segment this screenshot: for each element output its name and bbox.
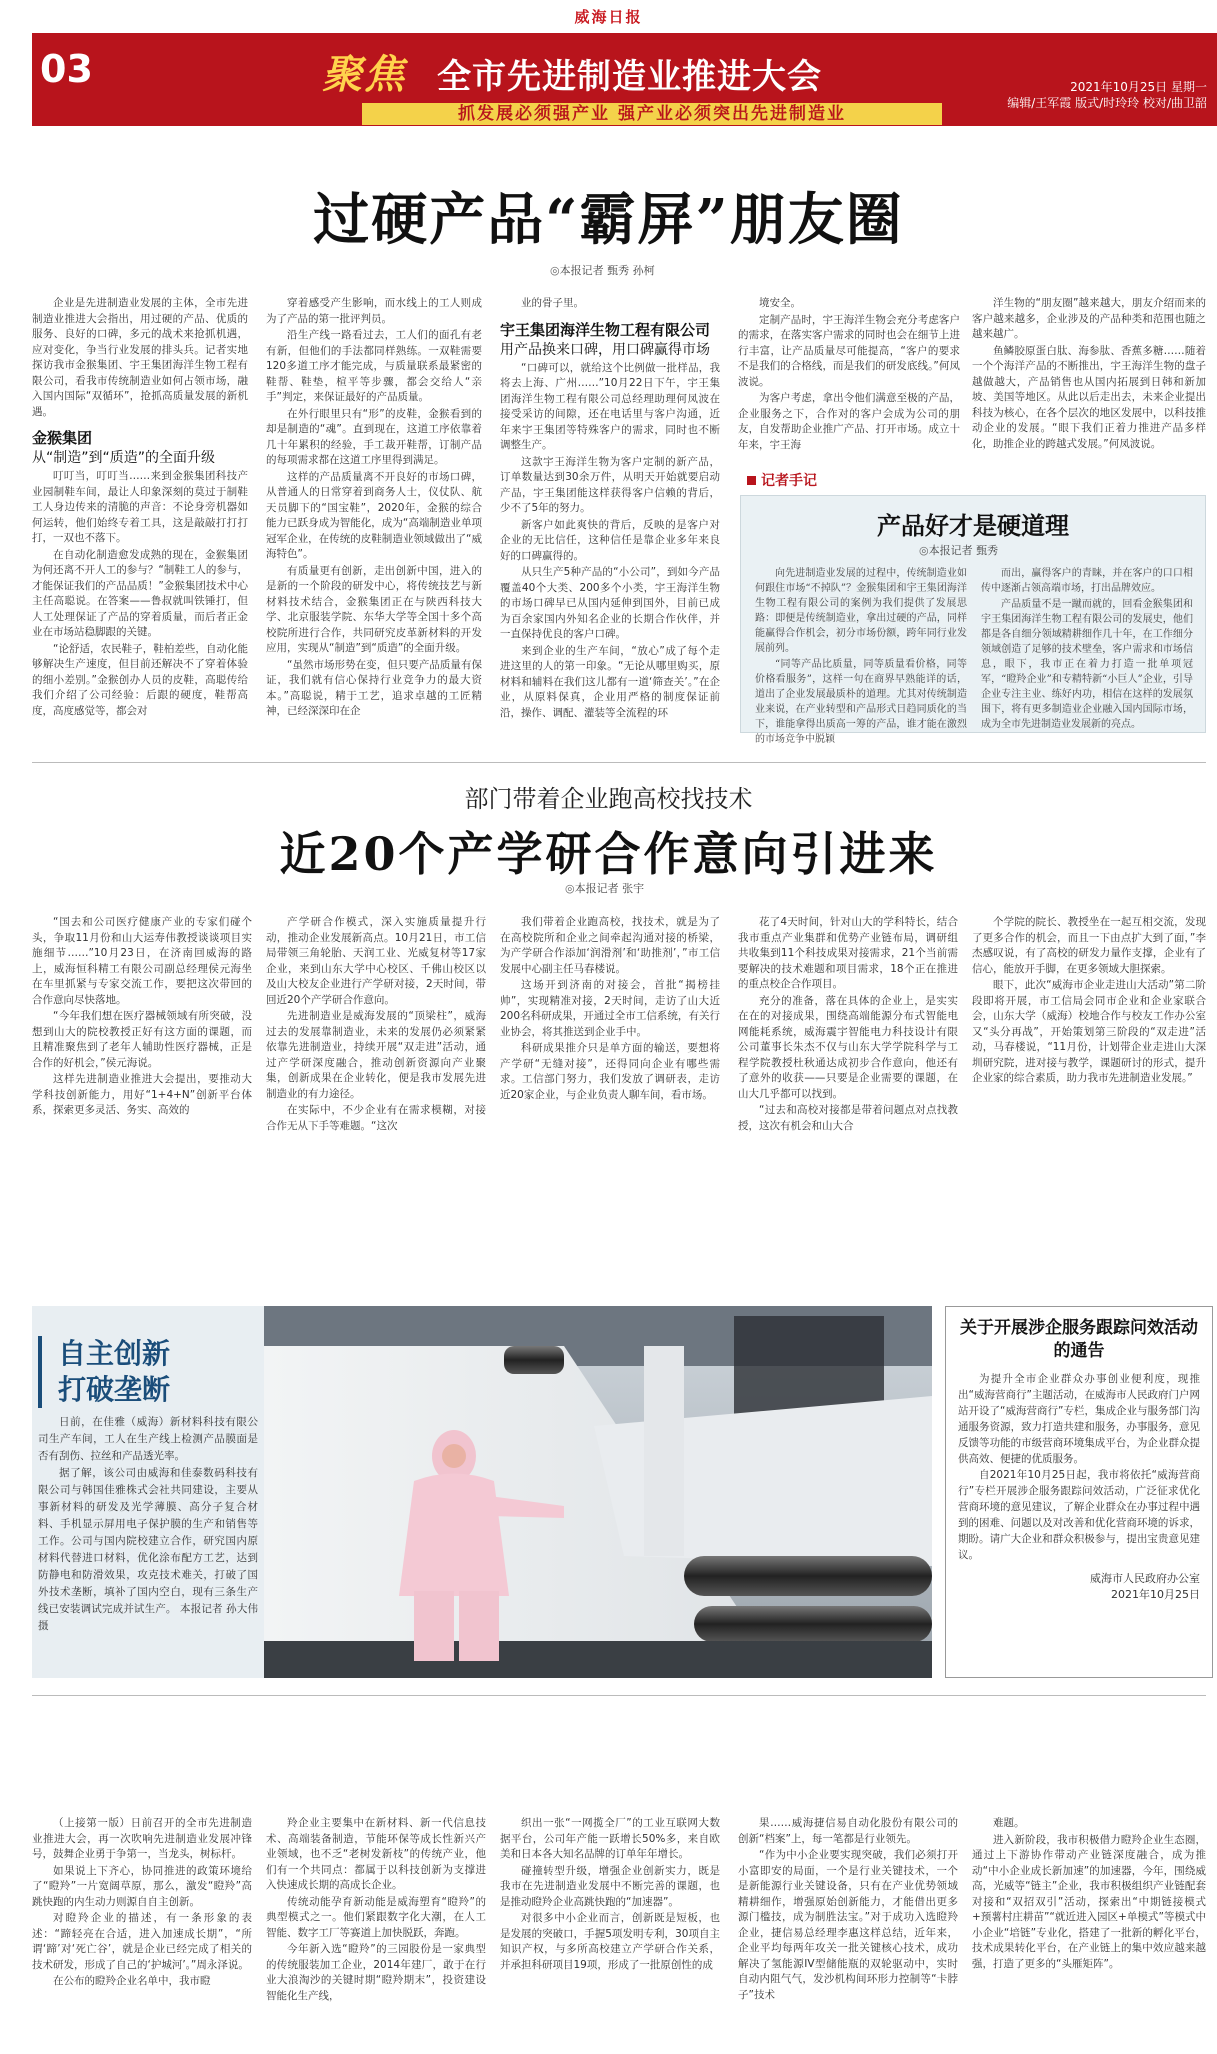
paragraph: 难题。 — [993, 1817, 1025, 1829]
reporter-note-column-1 — [755, 566, 967, 745]
article3-column-2 — [266, 1816, 486, 2048]
factory-photo-illustration — [264, 1306, 932, 1678]
reporter-note-title: 产品好才是硬道理 — [877, 511, 1069, 540]
paragraph: “虽然市场形势在变，但只要产品质量有保证，我们就有信心保持行业竞争力的最大资本。”高聪说，精于工艺，追求卓越的工匠精神，已经深深印在企 — [266, 658, 482, 717]
photo-feature — [32, 1306, 932, 1678]
article1-column-5 — [972, 296, 1206, 486]
subheading: 从“制造”到“质造”的全面升级 — [32, 450, 216, 466]
paragraph: “今年我们想在医疗器械领域有所突破，没想到山大的院校教授正好有这方面的课题，而且精准聚焦到了老年人辅助性医疗器械，正是合作的好机会，”侯元海说。 — [32, 1010, 252, 1069]
article2-column-2 — [266, 915, 486, 1285]
paragraph: 进入新阶段，我市积极借力瞪羚企业生态圈，通过上下游协作带动产业链深度融合，成为推动“中小企业成长新加速”的加速器，今年，围绕威高，光威等“链主”企业，我市积极组织产业链配套对接和“双招双引”活动，探索出“中期链接模式+预薯村庄耕苗”“就近进入园区+单模式”等模式中小企业“培链”专业化，搭建了一批新的孵化平台，技术成果转化平台，在产业链上的集中效应越来越强，打造了更多的“头雁矩阵”。 — [972, 1833, 1206, 1970]
paragraph: 果……威海捷信易自动化股份有限公司的创新“档案”上，每一笔都是行业领先。 — [738, 1817, 958, 1845]
paragraph: （上接第一版）日前召开的全市先进制造业推进大会，再一次吹响先进制造业发展冲锋号，鼓舞企业勇于争第一，当龙头，树标杆。 — [32, 1817, 252, 1860]
paragraph: 向先进制造业发展的过程中，传统制造业如何跟住市场“不掉队”？金猴集团和宇王集团海洋生物工程有限公司的案例为我们提供了发展思路：即便是传统制造业，拿出过硬的产品，同样能赢得合作机会，初分市场份额，跨年同行业发展前列。 — [755, 568, 967, 654]
paragraph: 洋生物的“朋友圈”越来越大，朋友介绍而来的客户越来越多，企业涉及的产品种类和范围也随之越来越广。 — [972, 297, 1206, 340]
article3-column-1 — [32, 1816, 252, 2048]
paragraph: 科研成果推介只是单方面的输送，要想将产学研“无缝对接”，还得同向企业有哪些需求。工信部门努力，我们发放了调研表，走访近20家企业，与企业负责人聊车间，看市场。 — [500, 1042, 720, 1101]
paragraph: 在公布的瞪羚企业名单中，我市瞪 — [53, 1975, 211, 1987]
photo-caption — [38, 1336, 258, 1672]
paragraph: 我们带着企业跑高校，找技术，就是为了在高校院所和企业之间牵起沟通对接的桥梁，为产学研合作添加‘润滑剂’和‘助推剂’，”市工信发展中心副主任马春楼说。 — [500, 916, 720, 975]
reporter-note-column-2 — [981, 566, 1193, 730]
paragraph: “作为中小企业要实现突破，我们必须打开小富即安的局面，一个是行业关键技术，一个是新能源行业关键设备，只有在产业优势领域精耕细作，增强原始创新能力，才能借出更多源门槛技，成为制胜法宝。”对于成功入选瞪羚企业，捷信易总经理李惠这样总结，近年来，企业平均每两年攻关一批关键核心技术，成功解决了氢能源IV型储能瓶的双轮驱动中，实时自动内阻气气，发沙机构间环形力控制等“卡脖子”技术 — [738, 1849, 958, 2001]
article3-column-4 — [738, 1816, 958, 2048]
article3-column-3 — [500, 1816, 720, 2048]
paragraph: 而出，赢得客户的青睐，并在客户的口口相传中逐渐占领高端市场，打出品牌效应。 — [981, 568, 1193, 594]
paragraph: 这样先进制造业推进大会提出，要推动大学科技创新能力，用好“1+4+N”创新平台体系，探索更多灵活、务实、高效的 — [32, 1073, 252, 1116]
article2-column-5 — [972, 915, 1206, 1285]
paragraph: “口碑可以，就给这个比例做一批样品，我将去上海、广州……”10月22日下午，宇王集团海洋生物工程有限公司总经理助理何凤波在接受采访的间隙，还在电话里与客户沟通，近年来宇王集团等特殊客户的需求，同时也不断调整生产。 — [500, 361, 720, 451]
page-number: 03 — [40, 47, 93, 91]
paragraph: 境安全。 — [759, 297, 801, 309]
article2-kicker: 部门带着企业跑高校找技术 — [464, 785, 753, 813]
paragraph: 在外行眼里只有“形”的皮鞋，金猴看到的却是制造的“魂”。直到现在，这道工序依靠着几十年累积的经验，手工裁开鞋帮，订制产品的每项需求都在这道工序里得到满足。 — [266, 407, 482, 466]
paragraph: 企业是先进制造业发展的主体，全市先进制造业推进大会指出，用过硬的产品、优质的服务、良好的口碑，多元的战术来抢抓机遇，应对变化，争当行业发展的排头兵。记者实地探访我市金猴集团、宇王集团海洋生物工程有限公司，看我市传统制造业如何占领市场，融入国内国际“双循环”，抢抓高质量发展的新机遇。 — [32, 297, 248, 418]
reporter-note-tag: 记者手记 — [747, 470, 817, 490]
article2-byline: ◎ 本报记者 张宇 — [565, 880, 644, 896]
paragraph: 新客户如此爽快的背后，反映的是客户对企业的无比信任，这种信任是靠企业多年来良好的口碑赢得的。 — [500, 518, 720, 562]
paragraph: 传统动能孕育新动能是威海塑育“瞪羚”的典型模式之一。他们紧跟数字化大潮，在人工智能、数字工厂等赛道上加快脱跃，奔跑。 — [266, 1895, 486, 1939]
section-divider — [32, 1695, 1206, 1696]
article2-column-3 — [500, 915, 720, 1285]
factory-photo — [264, 1306, 932, 1678]
notice-body — [958, 1371, 1200, 1563]
paragraph: 织出一张“一网揽全厂”的工业互联网大数据平台，公司年产能一跃增长50%多，来自欧美和日本各大知名品牌的订单年年增长。 — [500, 1817, 720, 1860]
article3-column-5 — [972, 1816, 1206, 2048]
paragraph: 自2021年10月25日起，我市将依托“威海营商行”专栏开展涉企服务跟踪问效活动，广泛征求优化营商环境的意见建议，了解企业群众在办事过程中遇到的困难、问题以及对改善和优化营商环境的诉求，期盼。请广大企业和群众积极参与，提出宝贵意见建议。 — [958, 1469, 1200, 1561]
notice-signature — [958, 1571, 1200, 1603]
paragraph: 今年新入选“瞪羚”的三园股份是一家典型的传统服装加工企业，2014年建厂，敢于在行业大浪淘沙的关键时期“瞪羚期末”，投资建设智能化生产线， — [266, 1943, 486, 2002]
paragraph: 据了解，该公司由威海和佳泰数码科技有限公司与韩国佳雅株式会社共同建设，主要从事新材料的研发及光学薄膜、高分子复合材料、手机显示屏用电子保护膜的生产和销售等工作。公司与国内院校建立合作，研究国内原材料代替进口材料，优化涂布配方工艺，达到防静电和防滑效果，攻克技术难关，打破了国外技术垄断，填补了国内空白，现有三条生产线已安装调试完成并试生产。 本报记者 孙大伟 摄 — [38, 1467, 258, 1632]
reporter-note-byline: ◎ 本报记者 甄秀 — [919, 542, 998, 558]
article2-headline: 近20个产学研合作意向引进来 — [279, 827, 938, 881]
paragraph: 为提升全市企业群众办事创业便利度，现推出“威海营商行”主题活动，在威海市人民政府门户网站开设了“威海营商行”专栏，集成企业与服务部门沟通服务资源，致力打造共建和服务，办事服务，意见反馈等功能的市级营商环境集成平台，为企业群众提供高效、便捷的优质服务。 — [958, 1373, 1200, 1465]
paragraph: 定制产品时，宇王海洋生物会充分考虑客户的需求，在落实客户需求的同时也会在细节上进行丰富，让产品质量尽可能提高，“客户的要求不是我们的合格线，而是我们的研发底线。”何凤波说。 — [738, 313, 960, 388]
section-divider — [32, 762, 1206, 763]
article1-column-2 — [266, 296, 482, 760]
section-slogan: 抓发展必须强产业 强产业必须突出先进制造业 — [362, 103, 942, 125]
paragraph: 沿生产线一路看过去，工人们的面孔有老有新，但他们的手法都同样熟练。一双鞋需要120多道工序才能完成，与质量联系最紧密的鞋帮、鞋垫，楦平等步骤，都会交给人“亲手”判定，来保证最好的产品质量。 — [266, 329, 482, 403]
article1-column-4 — [738, 296, 960, 464]
paragraph: 碰撞转型升级，增强企业创新实力，既是我市在先进制造业发展中不断完善的课题，也是推动瞪羚企业高跳快跑的“加速器”。 — [500, 1864, 720, 1908]
notice-issuer: 威海市人民政府办公室 — [1090, 1572, 1200, 1585]
page-banner — [32, 33, 1217, 126]
paragraph: 充分的准备，落在具体的企业上，是实实在在的对接成果，围绕高端能源分布式智能电网能耗系统，威海震宇智能电力科技设计有限公司董事长朱杰不仅与山东大学学院科学与工程学院教授杜秋通达成初步合作意向，他还有了意外的收获——只要是企业需要的课题，在山大几乎都可以找到。 — [738, 994, 958, 1100]
paragraph: 业的骨子里。 — [521, 297, 584, 309]
section-title: 全市先进制造业推进大会 — [437, 57, 822, 97]
paragraph: 在实际中，不少企业有在需求模糊，对接合作无从下手等难题。“这次 — [266, 1104, 486, 1132]
issue-date: 2021年10月25日 星期一 — [1070, 80, 1207, 94]
paragraph: 穿着感受产生影响，而水线上的工人则成为了产品的第一批评判员。 — [266, 297, 482, 325]
notice-date: 2021年10月25日 — [1111, 1588, 1200, 1601]
article2-column-4 — [738, 915, 958, 1285]
paragraph: 叮叮当，叮叮当……来到金猴集团科技产业园制鞋车间，最让人印象深刻的莫过于制鞋工人身边传来的清脆的声音：不论身旁机器如何运转，他们始终专着工具，这是敲敲打打打打，一双也不落下。 — [32, 470, 248, 544]
paragraph: 眼下，此次“威海市企业走进山大活动”第二阶段即将开展，市工信局会同市企业和企业家联合会，山东大学（威海）校地合作与校友工作办公室又“头分再战”，开始策划第三阶段的“双走进”活动，马春楼说，“11月份，计划带企业走进山大深圳研究院，进对接与教学，课题研讨的形式，提升企业家的综合素质，助力我市先进制造业发展。” — [972, 979, 1206, 1084]
paragraph: 花了4天时间，针对山大的学科特长，结合我市重点产业集群和优势产业链布局，调研组共收集到11个科技成果对接需求，21个当前需要解决的技术难题和项目需求，18个正在推进的重点校企合作项目。 — [738, 916, 958, 990]
article1-byline: ◎ 本报记者 甄秀 孙柯 — [550, 262, 655, 278]
paragraph: 为客户考虑，拿出令他们满意至极的产品，企业服务之下，合作对的客户会成为公司的朋友，自发帮助企业推广产品、打开市场。成立十年来，宇王海 — [738, 392, 960, 451]
paragraph: 来到企业的生产车间，“放心”成了每个走进这里的人的第一印象。“无论从哪里购买，原材料和辅料在我们这儿都有一道‘筛查关’。”在企业，从原料保真，企业用严格的制度保证前沿，操作、调配、灌装等全流程的环 — [500, 644, 720, 719]
paragraph: 产学研合作模式，深入实施质量提升行动，推动企业发展新高点。10月21日，市工信局带领三角轮胎、天润工业、光威复材等17家企业，来到山东大学中心校区、千佛山校区以及山大校友企业进行产学研对接，2天时间，带回近20个产学研合作意向。 — [266, 916, 486, 1006]
paragraph: 个学院的院长、教授坐在一起互相交流，发现了更多合作的机会，而且一下由点扩大到了面，”李杰感叹说，有了高校的研发力量作支撑，企业有了信心，能放开手脚，在更多领域大胆探索。 — [972, 916, 1206, 975]
paragraph: 如果说上下齐心，协同推进的政策环境给了“瞪羚”一片宽阔草原，那么，激发“瞪羚”高跳快跑的内生动力则源自自主创新。 — [32, 1864, 252, 1908]
paragraph: 羚企业主要集中在新材料、新一代信息技术、高端装备制造，节能环保等成长性新兴产业领域，也不乏“老树发新枝”的传统产业，他们有一个共同点：都属于以科技创新为支撑进入快速成长期的高成长企业。 — [266, 1817, 486, 1891]
article1-headline: 过硬产品“霸屏”朋友圈 — [313, 187, 904, 253]
paragraph: 先进制造业是威海发展的“顶梁柱”，威海过去的发展靠制造业，未来的发展仍必须紧紧依靠先进制造业，持续开展“双走进”活动，通过产学研深度融合，推动创新资源向产业聚集，创新成果在企业转化，便是我市发展先进制造业的有力途径。 — [266, 1010, 486, 1100]
paragraph: 这场开到济南的对接会，首批“揭榜挂帅”，实现精准对接，2天时间，走访了山大近200名科研成果，开通过全市工信系统，有关行业协会，将其推送到企业手中。 — [500, 979, 720, 1038]
notice-title: 关于开展涉企服务跟踪问效活动的通告 — [960, 1318, 1198, 1361]
photo-title — [38, 1336, 258, 1408]
paragraph: 对很多中小企业而言，创新既是短板，也是发展的突破口，手握5项发明专利，30项自主知识产权，与多所高校建立产学研合作关系，并承担科研项目19项，形成了一批原创性的成 — [500, 1912, 720, 1971]
paragraph: 鱼鳞胶原蛋白肽、海参肽、香蕉多糖……随着一个个海洋产品的不断推出，宇王海洋生物的盘子越做越大，产品销售也从国内拓展到日韩和新加坡、美国等地区。从此以后走出去，未来企业提出科技为核心，在各个层次的地区发展中，以科技推动企业的发展。“眼下我们正着力推进产品多样化，助推企业的跨越式发展。”何凤波说。 — [972, 344, 1206, 450]
paragraph: 这样的产品质量离不开良好的市场口碑，从普通人的日常穿着到商务人士，仪仗队、航天员脚下的“国宝鞋”，2020年，金猴的综合能力已跃身成为智能化，成为“高端制造业单项冠军企业，在传统的皮鞋制造业领域做出了“威海特色”。 — [266, 470, 482, 560]
company-heading: 金猴集团 — [32, 429, 93, 447]
newspaper-masthead: 威海日报 — [574, 8, 643, 26]
subheading: 用产品换来口碑，用口碑赢得市场 — [500, 341, 710, 358]
focus-label: 聚焦 — [322, 51, 406, 98]
company-heading: 宇王集团海洋生物工程有限公司 — [500, 320, 711, 339]
paragraph: 有质量更有创新，走出创新中国，进入的是新的一个阶段的研发中心，将传统技艺与新材料技术结合，金猴集团正在与陕西科技大学、北京服装学院、东华大学等全国十多个高校院所进行合作，共同研究皮革新材料的开发应用，实现从“制造”到“质造”的全面升级。 — [266, 564, 482, 654]
paragraph: “论舒适，农民鞋子，鞋柏差些，自动化能够解决生产速度，但目前还解决不了穿着体验的细小差别。”金猴创办人员的皮鞋，高聪传给我们介绍了公司经验：后跟的硬度，鞋帮高度，高度感觉等，都会对 — [32, 642, 248, 717]
page-meta — [1007, 79, 1207, 111]
paragraph: “同等产品比质量，同等质量看价格，同等价格看服务”，这样一句在商界早熟能详的话，道出了企业发展最质朴的道理。尤其对传统制造业来说，在产业转型和产品形式日趋同质化的当下，谁能拿得出质高一筹的产品，谁才能在激烈的市场竞争中脱颖 — [755, 659, 967, 745]
paragraph: 从只生产5种产品的“小公司”，到如今产品覆盖40个大类、200多个小类，宇王海洋生物的市场口碑早已从国内延伸到国外，目前已成为百余家国内外知名企业的长期合作伙伴，并一直保持优良的客户口碑。 — [500, 566, 720, 640]
paragraph: “过去和高校对接都是带着问题点对点找教授，这次有机会和山大合 — [738, 1104, 958, 1132]
paragraph: “国去和公司医疗健康产业的专家们碰个头，争取11月份和山大运寿伟教授谈谈项目实施细节……”10月23日，在济南回威海的路上，威海恒科精工有限公司副总经理侯元海坐在车里抓紧与专家交流工作，要把这次带回的合作意向尽快落地。 — [32, 916, 252, 1006]
article1-column-3 — [500, 296, 720, 760]
photo-title-line-1: 自主创新 — [58, 1337, 171, 1370]
paragraph: 这款宇王海洋生物为客户定制的新产品，订单数量达到30余万件，从明天开始就要启动产品，宇王集团能这样获得客户信赖的背后，少不了5年的努力。 — [500, 455, 720, 514]
paragraph: 日前，在佳雅（威海）新材料科技有限公司生产车间，工人在生产线上检测产品膜面是否有刮伤、拉丝和产品透光率。 — [38, 1416, 258, 1462]
photo-text — [38, 1414, 258, 1635]
article2-column-1 — [32, 915, 252, 1285]
photo-title-line-2: 打破垄断 — [58, 1373, 171, 1406]
paragraph: 产品质量不是一蹴而就的，回看金猴集团和宇王集团海洋生物工程有限公司的发展史，他们都是各自细分领域精耕细作几十年，在工作细分领域创造了足够的技术壁垒，客户需求和市场信息，眼下，我市正在着力打造一批单项冠军，“瞪羚企业”和专精特新“小巨人”企业，引导企业专注主业、练好内功，相信在这样的发展氛围下，将有更多制造业企业融入国内国际市场，成为全市先进制造业发展新的亮点。 — [981, 599, 1193, 730]
paragraph: 对瞪羚企业的描述，有一条形象的表述：“蹄轻亮在合适，进入加速成长期”，“所谓‘蹄’对‘死亡谷’，就是企业已经完成了相关的技术研发，形成了自己的‘护城河’。”周永泽说。 — [32, 1912, 252, 1971]
government-notice — [945, 1306, 1213, 1678]
article1-column-1 — [32, 296, 248, 760]
reporter-note-box — [740, 495, 1206, 745]
paragraph: 在自动化制造愈发成熟的现在，金猴集团为何还离不开人工的参与？“制鞋工人的参与，才能保证我们的产品品质！”金猴集团技术中心主任高聪说。在答案——鲁叔就叫铁锤打，但人工处理保证了产品的穿着质量，而后者正金业在市场站稳脚跟的关键。 — [32, 548, 248, 638]
editors-credit: 编辑/王军霞 版式/时玲玲 校对/曲卫韶 — [1007, 96, 1207, 110]
